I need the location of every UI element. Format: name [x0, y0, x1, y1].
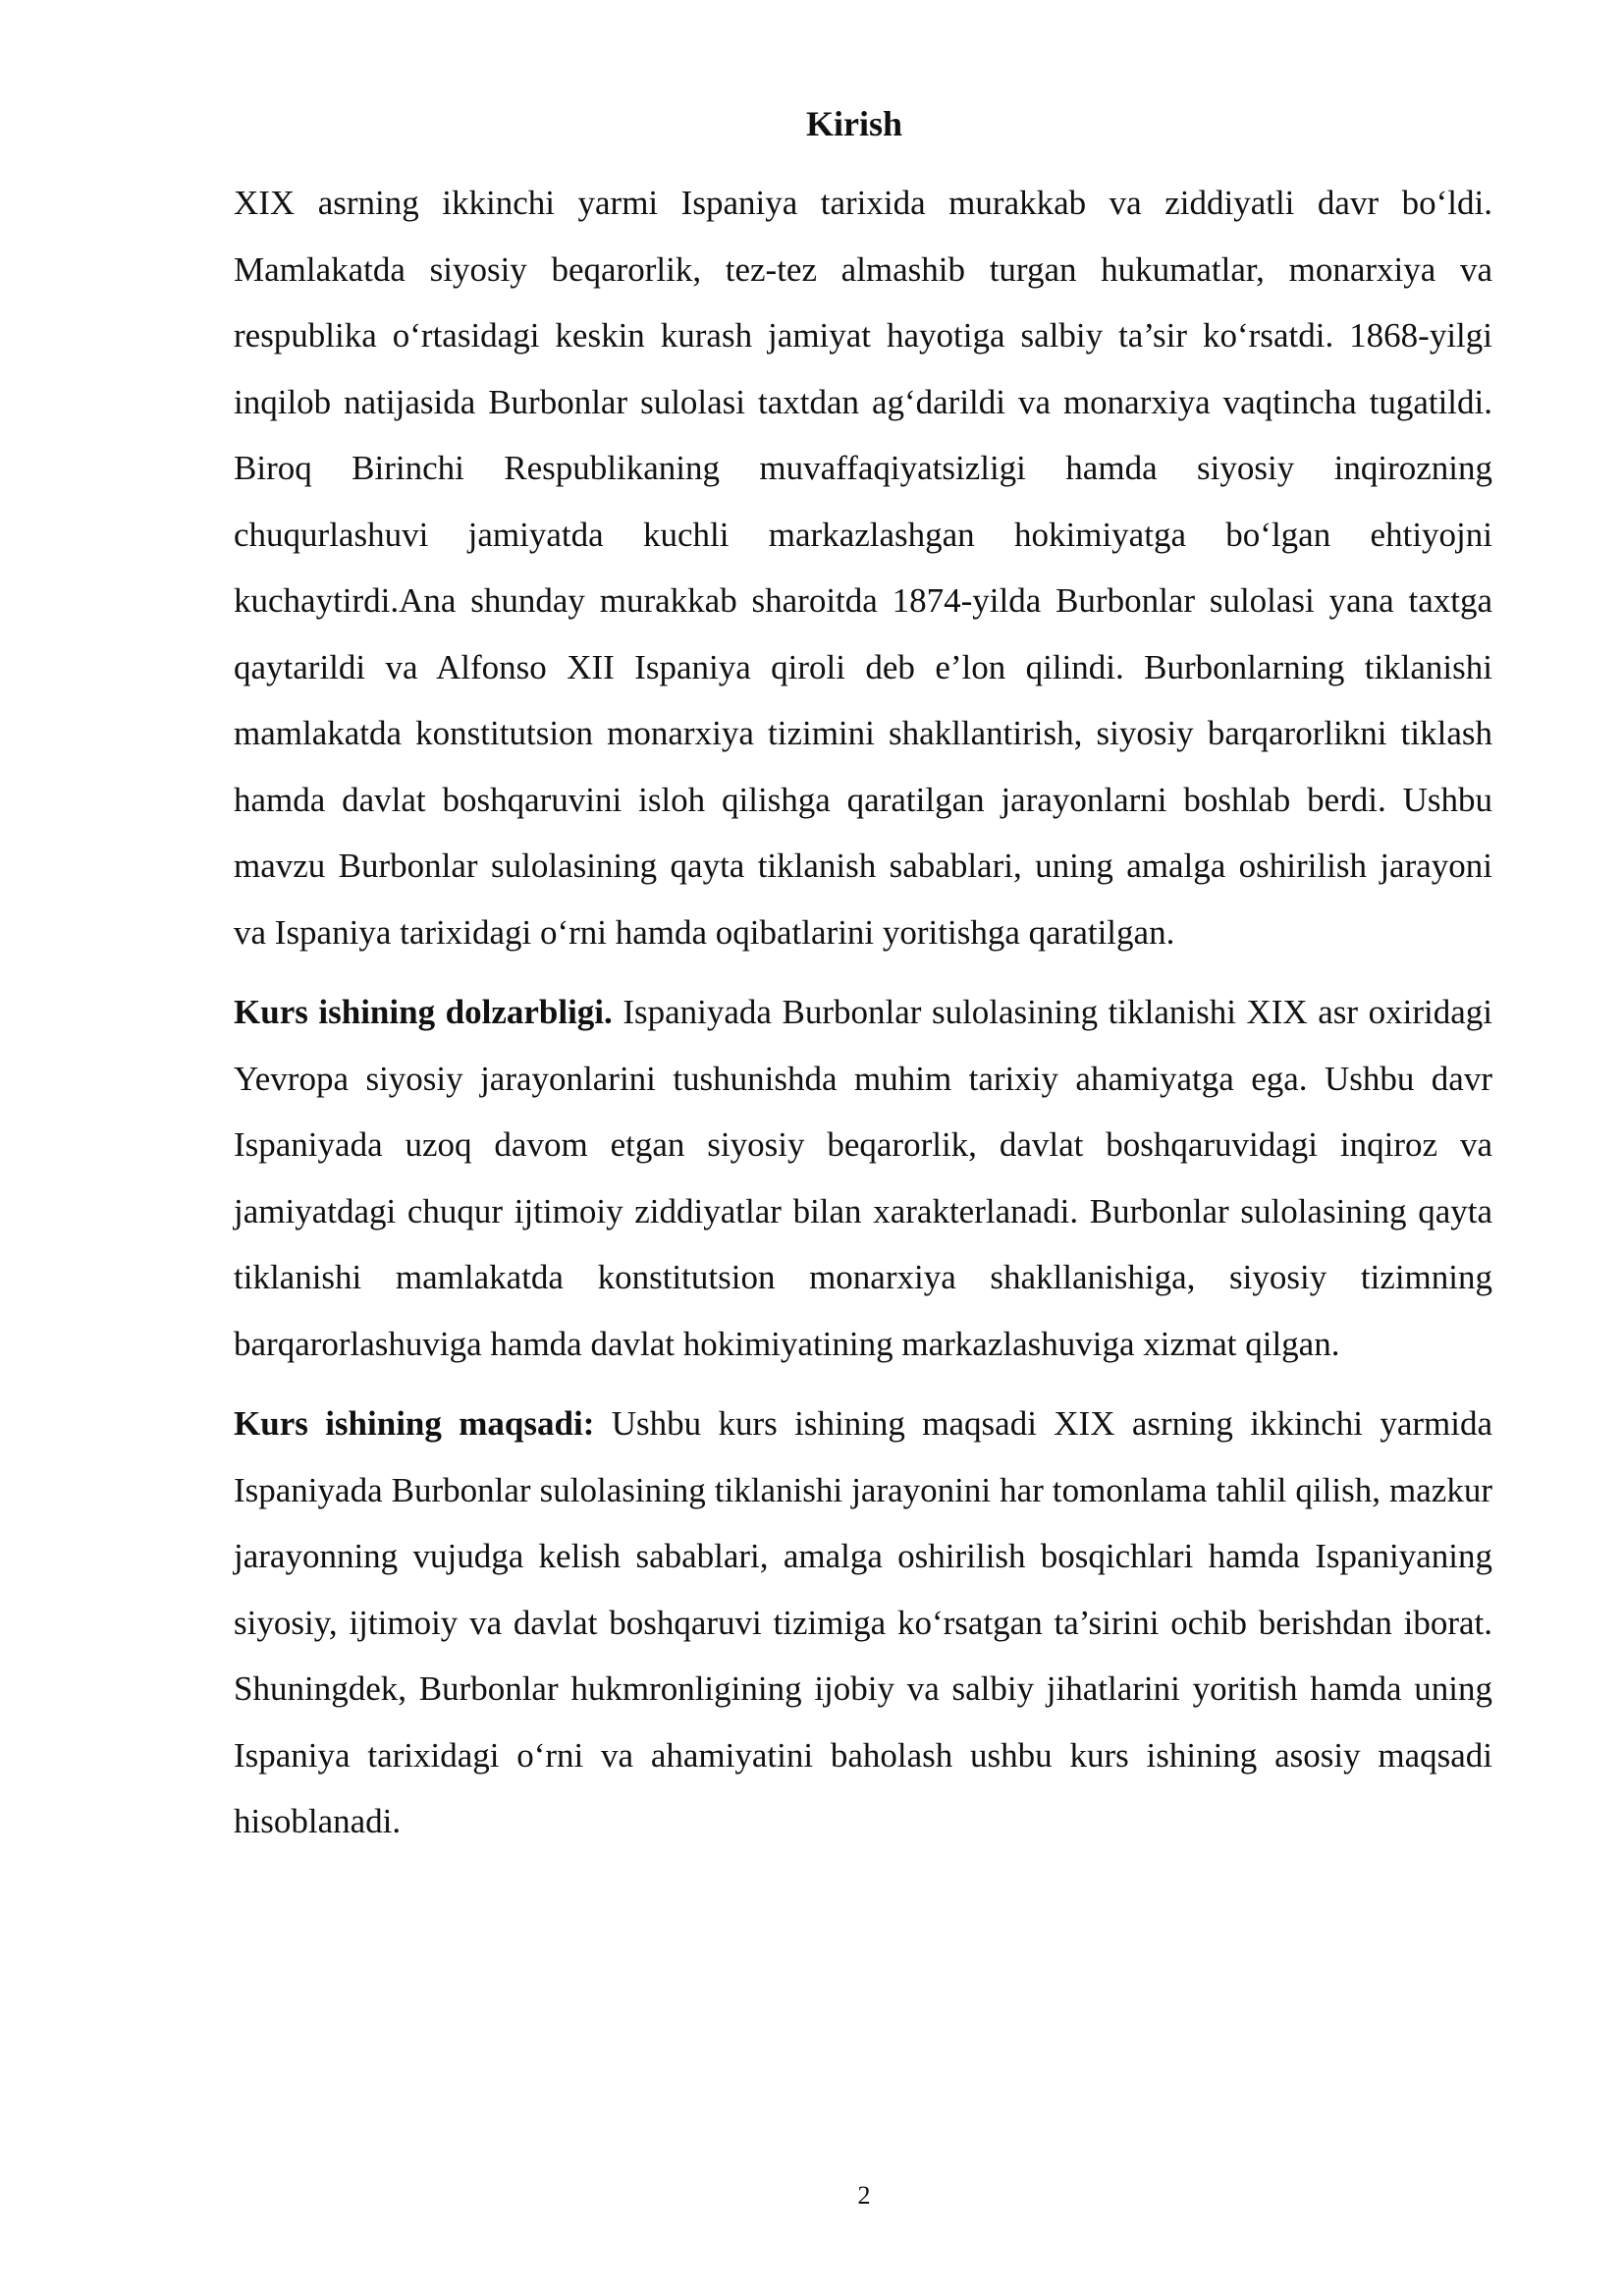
- page-number: 2: [857, 2181, 871, 2210]
- purpose-paragraph: [234, 1391, 1492, 1855]
- purpose-heading: Kurs ishining maqsadi:: [234, 1404, 595, 1443]
- purpose-paragraph-text: Ushbu kurs ishining maqsadi XIX asrning ikkinchi yarmida Ispaniyada Burbonlar sulolasining tiklanishi jarayonini har tomonlama tahlil qilish, mazkur jarayonning vujudga kelish sabablari, amalga oshirilish bosqichlari hamda Ispaniyaning siyosiy, ijtimoiy va davlat boshqaruvi tizimiga ko‘rsatgan ta’sirini ochib berishdan iborat. Shuningdek, Burbonlar hukmronligining ijobiy va salbiy jihatlarini yoritish hamda uning Ispaniya tarixidagi o‘rni va ahamiyatini baholash ushbu kurs ishining asosiy maqsadi hisoblanadi.: [234, 1404, 1492, 1840]
- intro-paragraph-text: XIX asrning ikkinchi yarmi Ispaniya tarixida murakkab va ziddiyatli davr bo‘ldi. Mamlakatda siyosiy beqarorlik, tez-tez almashib turgan hukumatlar, monarxiya va respublika o‘rtasidagi keskin kurash jamiyat hayotiga salbiy ta’sir ko‘rsatdi. 1868-yilgi inqilob natijasida Burbonlar sulolasi taxtdan ag‘darildi va monarxiya vaqtincha tugatildi. Biroq Birinchi Respublikaning muvaffaqiyatsizligi hamda siyosiy inqirozning chuqurlashuvi jamiyatda kuchli markazlashgan hokimiyatga bo‘lgan ehtiyojni kuchaytirdi.Ana shunday murakkab sharoitda 1874-yilda Burbonlar sulolasi yana taxtga qaytarildi va Alfonso XII Ispaniya qiroli deb e’lon qilindi. Burbonlarning tiklanishi mamlakatda konstitutsion monarxiya tizimini shakllantirish, siyosiy barqarorlikni tiklash hamda davlat boshqaruvini isloh qilishga qaratilgan jarayonlarni boshlab berdi. Ushbu mavzu Burbonlar sulolasining qayta tiklanish sabablari, uning amalga oshirilish jarayoni va Ispaniya tarixidagi o‘rni hamda oqibatlarini yoritishga qaratilgan.: [234, 184, 1492, 952]
- page-title: Kirish: [805, 104, 902, 143]
- document-body: [234, 170, 1492, 1855]
- relevance-paragraph: [234, 979, 1492, 1377]
- relevance-heading: Kurs ishining dolzarbligi.: [234, 993, 613, 1031]
- intro-paragraph: [234, 170, 1492, 965]
- relevance-paragraph-text: Ispaniyada Burbonlar sulolasining tiklanishi XIX asr oxiridagi Yevropa siyosiy jarayonlarini tushunishda muhim tarixiy ahamiyatga ega. Ushbu davr Ispaniyada uzoq davom etgan siyosiy beqarorlik, davlat boshqaruvidagi inqiroz va jamiyatdagi chuqur ijtimoiy ziddiyatlar bilan xarakterlanadi. Burbonlar sulolasining qayta tiklanishi mamlakatda konstitutsion monarxiya shakllanishiga, siyosiy tizimning barqarorlashuviga hamda davlat hokimiyatining markazlashuviga xizmat qilgan.: [234, 993, 1492, 1363]
